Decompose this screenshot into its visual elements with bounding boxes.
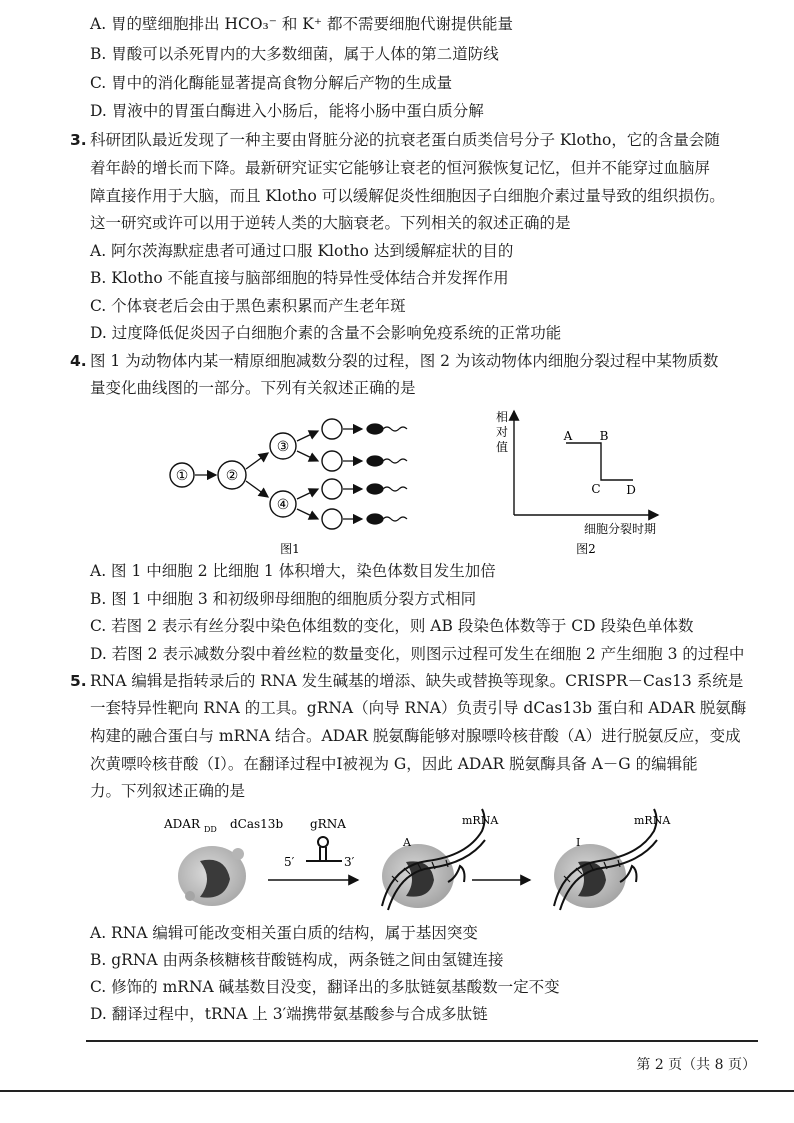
q3-option-d: D. 过度降低促炎因子白细胞介素的含量不会影响免疫系统的正常功能 <box>90 324 562 342</box>
q2-option-d: D. 胃液中的胃蛋白酶进入小肠后，能将小肠中蛋白质分解 <box>90 102 484 120</box>
grna-label: gRNA <box>310 817 346 831</box>
q3-number: 3. <box>70 131 87 149</box>
q4-stem-line: 量变化曲线图的一部分。下列有关叙述正确的是 <box>90 379 416 397</box>
q2-option-a: A. 胃的壁细胞排出 HCO₃⁻ 和 K⁺ 都不需要细胞代谢提供能量 <box>90 15 513 33</box>
adar-subscript: DD <box>204 825 217 834</box>
point-b-label: B <box>599 429 609 443</box>
five-prime-label: 5′ <box>284 855 295 869</box>
footer-rule <box>86 1040 758 1042</box>
q5-number: 5. <box>70 672 87 690</box>
y-axis-label-char: 相 <box>495 410 509 424</box>
q5-stem-line: RNA 编辑是指转录后的 RNA 发生碱基的增添、缺失或替换等现象。CRISPR－Cas13 系统是 <box>90 672 744 690</box>
q4-option-a: A. 图 1 中细胞 2 比细胞 1 体积增大，染色体数目发生加倍 <box>90 562 496 580</box>
page-bottom-rule <box>0 1090 794 1092</box>
q5-option-c: C. 修饰的 mRNA 碱基数目没变，翻译出的多肽链氨基酸数一定不变 <box>90 978 560 996</box>
base-a-label: A <box>403 836 411 849</box>
q5-stem-line: 一套特异性靶向 RNA 的工具。gRNA（向导 RNA）负责引导 dCas13b 蛋白和 ADAR 脱氨酶 <box>90 699 747 717</box>
q4-option-d: D. 若图 2 表示减数分裂中着丝粒的数量变化，则图示过程可发生在细胞 2 产生细胞 3 的过程中 <box>90 645 745 663</box>
q3-stem-line: 着年龄的增长而下降。最新研究证实它能够让衰老的恒河猴恢复记忆，但并不能穿过血脑屏 <box>90 159 711 177</box>
figure-rna-editing <box>160 806 700 916</box>
q5-option-a: A. RNA 编辑可能改变相关蛋白质的结构，属于基因突变 <box>90 924 478 942</box>
cell-3-label: ③ <box>276 439 290 455</box>
cell-4-label: ④ <box>276 497 290 513</box>
figure-2-caption: 图2 <box>576 542 596 555</box>
q5-option-b: B. gRNA 由两条核糖核苷酸链构成，两条链之间由氢键连接 <box>90 951 504 969</box>
cell-2-label: ② <box>225 468 239 484</box>
q3-stem-line: 科研团队最近发现了一种主要由肾脏分泌的抗衰老蛋白质类信号分子 Klotho，它的含量会随 <box>90 131 720 149</box>
point-c-label: C <box>591 482 601 496</box>
q2-option-b: B. 胃酸可以杀死胃内的大多数细菌，属于人体的第二道防线 <box>90 45 499 63</box>
figure-2-curve <box>490 405 670 555</box>
y-axis-label-char: 对 <box>495 425 509 439</box>
q3-stem-line: 障直接作用于大脑，而且 Klotho 可以缓解促炎性细胞因子白细胞介素过量导致的组织损伤。 <box>90 187 725 205</box>
q5-stem-line: 构建的融合蛋白与 mRNA 结合。ADAR 脱氨酶能够对腺嘌呤核苷酸（A）进行脱氨反应，变成 <box>90 727 741 745</box>
curve-line <box>566 443 633 480</box>
q5-stem-line: 次黄嘌呤核苷酸（Ⅰ）。在翻译过程中Ⅰ被视为 G，因此 ADAR 脱氨酶具备 A－G 的编辑能 <box>90 755 698 773</box>
q4-option-b: B. 图 1 中细胞 3 和初级卵母细胞的细胞质分裂方式相同 <box>90 590 477 608</box>
point-a-label: A <box>563 429 573 443</box>
mrna-label-1: mRNA <box>462 814 499 827</box>
three-prime-label: 3′ <box>344 855 355 869</box>
page-number: 第 2 页（共 8 页） <box>636 1057 756 1073</box>
cell-1-label: ① <box>175 468 189 484</box>
q4-option-c: C. 若图 2 表示有丝分裂中染色体组数的变化，则 AB 段染色体数等于 CD 段染色单体数 <box>90 617 694 635</box>
grna-hairpin-icon <box>306 837 342 861</box>
base-i-label: I <box>576 836 581 849</box>
q3-stem-line: 这一研究或许可以用于逆转人类的大脑衰老。下列相关的叙述正确的是 <box>90 214 571 232</box>
q4-stem-line: 图 1 为动物体内某一精原细胞减数分裂的过程，图 2 为该动物体内细胞分裂过程中某物质数 <box>90 352 719 370</box>
q5-stem-line: 力。下列叙述正确的是 <box>90 782 246 800</box>
q4-number: 4. <box>70 352 87 370</box>
q3-option-c: C. 个体衰老后会由于黑色素积累而产生老年斑 <box>90 297 406 315</box>
q3-option-b: B. Klotho 不能直接与脑部细胞的特异性受体结合并发挥作用 <box>90 269 509 287</box>
figure-1-caption: 图1 <box>280 542 300 556</box>
adar-label: ADAR <box>164 817 200 831</box>
q3-option-a: A. 阿尔茨海默症患者可通过口服 Klotho 达到缓解症状的目的 <box>90 242 514 260</box>
figure-1-meiosis-diagram <box>160 405 420 565</box>
fusion-protein-icon <box>178 846 246 906</box>
q2-option-c: C. 胃中的消化酶能显著提高食物分解后产物的生成量 <box>90 74 453 92</box>
dcas13b-label: dCas13b <box>230 817 284 831</box>
mrna-label-2: mRNA <box>634 814 671 827</box>
q5-option-d: D. 翻译过程中，tRNA 上 3′端携带氨基酸参与合成多肽链 <box>90 1005 488 1023</box>
x-axis-label: 细胞分裂时期 <box>583 522 657 536</box>
point-d-label: D <box>626 483 636 497</box>
y-axis-label-char: 值 <box>495 440 509 454</box>
